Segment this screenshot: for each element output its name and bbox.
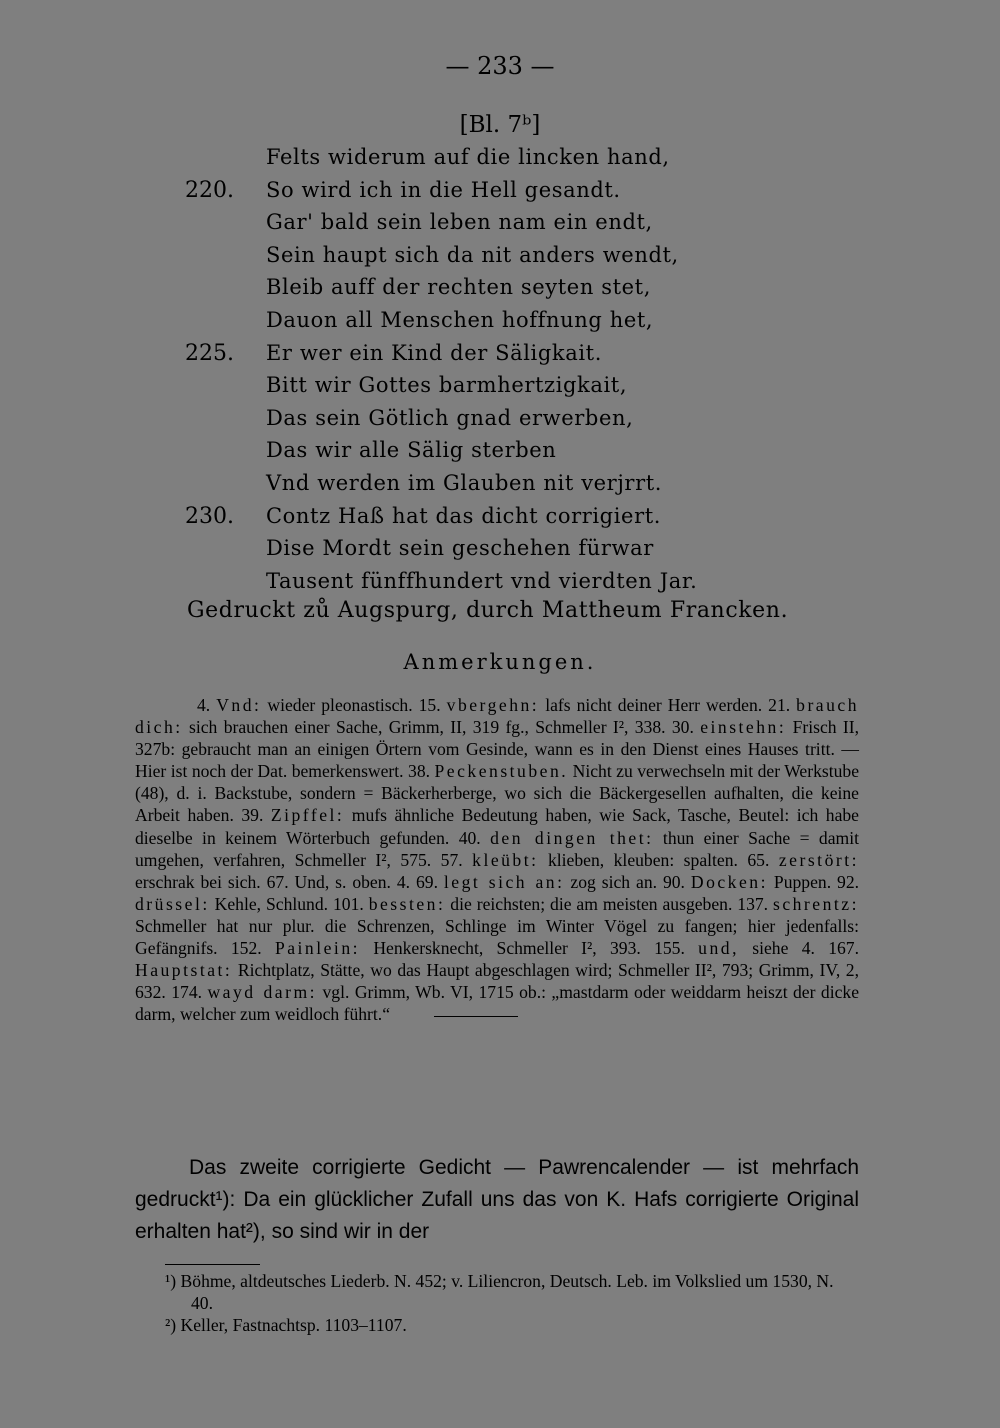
- note-keyword: schrentz:: [772, 893, 859, 914]
- footnote: [135, 1314, 859, 1336]
- footnotes: [135, 1270, 859, 1336]
- colophon: Gedruckt zů Augspurg, durch Mattheum Francken.: [187, 598, 789, 623]
- body-text: [135, 1152, 859, 1248]
- note-keyword: den dingen thet:: [490, 827, 654, 848]
- note-keyword: vbergehn:: [446, 695, 540, 715]
- note-keyword: zerstört:: [778, 849, 860, 870]
- notes-text: [135, 694, 859, 1025]
- note-keyword: Docken:: [690, 871, 768, 892]
- note-text: sich brauchen einer Sache, Grimm, II, 319 fg., Schmeller I², 338. 30.: [182, 717, 701, 738]
- footnote-text: Keller, Fastnachtsp. 1103–1107.: [176, 1315, 407, 1335]
- note-keyword: Zipffel:: [270, 805, 345, 826]
- note-text: thun einer Sache = damit umgehen, verfahren, Schmeller I², 575. 57.: [135, 827, 860, 870]
- verse-line: Vnd werden im Glauben nit verjrrt.: [266, 471, 663, 495]
- note-text: klieben, kleuben: spalten. 65.: [538, 849, 779, 870]
- footnote-mark: ¹): [165, 1271, 177, 1291]
- verse-line: Das wir alle Sälig sterben: [266, 438, 557, 462]
- verse-line: So wird ich in die Hell gesandt.: [266, 178, 621, 202]
- note-keyword: bessten:: [368, 893, 446, 914]
- note-text: Schmeller hat nur plur. die Schrenzen, Schlinge im Winter Vögel zu fangen; hier jedenfalls: Gefängnifs. 152.: [135, 915, 859, 959]
- note-text: lafs nicht deiner Herr werden. 21.: [539, 695, 797, 715]
- note-text: wieder pleonastisch. 15.: [261, 695, 447, 715]
- footnote: [135, 1270, 859, 1314]
- note-keyword: Painlein:: [274, 938, 361, 959]
- footnote-rule: [165, 1264, 260, 1265]
- note-keyword: Hauptstat:: [135, 960, 233, 981]
- notes-paragraph: [135, 694, 859, 1025]
- verse-line: Sein haupt sich da nit anders wendt,: [266, 243, 679, 267]
- note-text: Nicht zu verwechseln mit der Werkstube (48), d. i. Backstube, sondern = Bäckerherberge, wo sich die Bäckergesellen aufhalten, die keine Arbeit haben. 39.: [135, 761, 860, 826]
- notes-heading: Anmerkungen.: [403, 650, 597, 674]
- note-keyword: einstehn:: [700, 717, 787, 738]
- note-text: Kehle, Schlund. 101.: [209, 893, 369, 914]
- note-keyword: brauch dich:: [135, 695, 860, 738]
- verse-line: Tausent fünffhundert vnd vierdten Jar.: [266, 569, 698, 593]
- verse-line: Bleib auff der rechten seyten stet,: [266, 275, 651, 299]
- verse-number: 230.: [185, 504, 234, 529]
- note-text: Puppen. 92.: [767, 871, 860, 892]
- note-keyword: Peckenstuben.: [434, 761, 569, 782]
- sheet-marker: [Bl. 7ᵇ]: [459, 112, 541, 138]
- note-text: erschrak bei sich. 67. Und, s. oben. 4. 69.: [135, 871, 444, 892]
- verse-number: 225.: [185, 341, 234, 366]
- verse-line: Felts widerum auf die lincken hand,: [266, 145, 670, 169]
- note-text: siehe 4. 167.: [738, 938, 859, 959]
- note-keyword: kleübt:: [472, 849, 539, 870]
- note-text: mufs ähnliche Bedeutung haben, wie Sack, Tasche, Beutel: ich habe dieselbe in keinem Wörterbuch gefunden. 40.: [135, 805, 859, 848]
- verse-line: Contz Haß hat das dicht corrigiert.: [266, 504, 662, 528]
- note-keyword: Vnd:: [216, 695, 262, 715]
- page-number: — 233 —: [445, 52, 555, 80]
- note-text: 4.: [197, 695, 217, 715]
- body-paragraph: Das zweite corrigierte Gedicht — Pawrencalender — ist mehrfach gedruckt¹): Da ein glücklicher Zufall uns das von K. Hafs corrigierte Original erhalten hat²), so sind wir in der: [135, 1156, 859, 1243]
- note-text: Henkersknecht, Schmeller I², 393. 155.: [360, 938, 699, 959]
- verse-line: Bitt wir Gottes barmhertzigkait,: [266, 373, 628, 397]
- verse-line: Das sein Götlich gnad erwerben,: [266, 406, 634, 430]
- footnote-text: Böhme, altdeutsches Liederb. N. 452; v. Liliencron, Deutsch. Leb. im Volkslied um 1530, N. 40.: [176, 1271, 834, 1313]
- verse-line: Gar' bald sein leben nam ein endt,: [266, 210, 653, 234]
- note-text: Richtplatz, Stätte, wo das Haupt abgeschlagen wird; Schmeller II², 793; Grimm, IV, 2, 632. 174.: [135, 960, 859, 1003]
- note-keyword: drüssel:: [135, 893, 210, 914]
- footnote-mark: ²): [165, 1315, 177, 1335]
- note-text: vgl. Grimm, Wb. VI, 1715 ob.: „mastdarm oder weiddarm heiszt der dicke darm, welcher zum weidloch führt.“: [135, 982, 860, 1025]
- verse-line: Dise Mordt sein geschehen fürwar: [266, 536, 654, 560]
- note-keyword: wayd darm:: [207, 982, 318, 1003]
- note-text: die reichsten; die am meisten ausgeben. 137.: [445, 893, 773, 914]
- note-keyword: legt sich an:: [443, 871, 565, 892]
- section-rule: [434, 1016, 518, 1017]
- note-text: zog sich an. 90.: [564, 871, 691, 892]
- note-keyword: und,: [698, 938, 739, 959]
- verse-number: 220.: [185, 178, 234, 203]
- verse-line: Dauon all Menschen hoffnung het,: [266, 308, 654, 332]
- verse-line: Er wer ein Kind der Säligkait.: [266, 341, 602, 365]
- note-text: Frisch II, 327b: gebraucht man an einigen Örtern vom Gesinde, wann es in den Dienst eines Hauses tritt. — Hier ist noch der Dat. bemerkenswert. 38.: [135, 717, 859, 782]
